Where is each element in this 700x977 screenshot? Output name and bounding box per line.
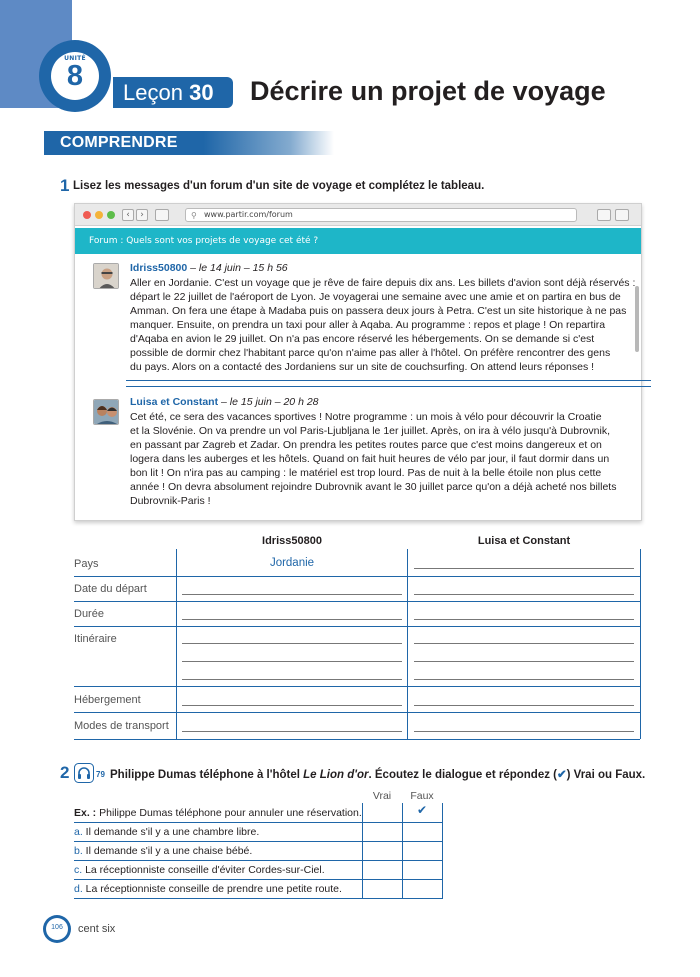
grid-row-line — [74, 898, 442, 899]
answer-blank[interactable] — [182, 679, 402, 680]
question-row — [74, 826, 259, 838]
back-arrow-icon[interactable]: ‹ — [122, 209, 134, 221]
table-row-label: Date du départ — [74, 583, 147, 595]
headphones-icon[interactable] — [74, 763, 94, 783]
answer-cell-true[interactable] — [363, 823, 402, 841]
close-dot-icon[interactable] — [83, 211, 91, 219]
exercise-number: 2 — [60, 763, 70, 782]
exercise-instruction — [110, 767, 645, 781]
answer-blank[interactable] — [414, 679, 634, 680]
avatar-idriss — [93, 263, 119, 289]
unit-label: UNITÉ — [64, 55, 86, 62]
question-row — [74, 864, 325, 876]
answer-blank[interactable] — [182, 619, 402, 620]
section-title: COMPRENDRE — [44, 131, 334, 155]
instruction-part: ) Vrai ou Faux. — [566, 769, 646, 781]
post-text-line: année ! On devra absolument rejoindre Dubrovnik avant le 30 juillet parce qu'on a déjà acheté nos billets — [130, 481, 617, 493]
example-prefix: Ex. : — [74, 807, 97, 819]
question-letter: c. — [74, 864, 83, 876]
table-row-line — [74, 712, 640, 713]
browser-window — [74, 203, 642, 521]
question-letter: a. — [74, 826, 83, 838]
question-row — [74, 883, 342, 895]
answer-blank[interactable] — [182, 661, 402, 662]
question-text: Il demande s'il y a une chaise bébé. — [82, 845, 253, 857]
example-answer: Jordanie — [269, 557, 315, 569]
table-row-line — [74, 739, 640, 740]
maximize-dot-icon[interactable] — [107, 211, 115, 219]
answer-cell-true[interactable] — [363, 861, 402, 879]
table-divider — [640, 549, 641, 739]
answer-blank[interactable] — [414, 661, 634, 662]
grid-divider — [442, 803, 443, 899]
page-number: 106 — [51, 924, 63, 931]
post-text-line: logera dans les auberges et les hôtels. Quand on fait huit heures de vélo par jour, il faut dormir dans un — [130, 453, 610, 465]
col-false-header: Faux — [410, 790, 434, 802]
post-text-line: Amman. On fera une étape à Madaba puis on passera deux jours à Petra. C'est un site historique à ne pas — [130, 305, 627, 317]
table-row-label: Itinéraire — [74, 633, 117, 645]
forum-title-bar: Forum : Quels sont vos projets de voyage cet été ? — [75, 228, 641, 254]
table-row-line — [74, 626, 640, 627]
post-divider — [126, 380, 651, 381]
sidebar-icon[interactable] — [155, 209, 169, 221]
checkmark-icon: ✔ — [557, 769, 567, 781]
post-text-line: Aller en Jordanie. C'est un voyage que je rêve de faire depuis dix ans. Les billets d'avion sont déjà réservés : — [130, 277, 636, 289]
instruction-part: Philippe Dumas téléphone à l'hôtel — [110, 769, 304, 781]
browser-toolbar — [75, 204, 641, 226]
post-author[interactable]: Idriss50800 — [130, 262, 188, 274]
table-divider — [176, 549, 177, 739]
instruction-part: . Écoutez le dialogue et répondez ( — [368, 769, 557, 781]
unit-badge-inner — [51, 52, 99, 100]
page-title: Décrire un projet de voyage — [250, 76, 606, 106]
post-divider — [126, 386, 651, 387]
hotel-name: Le Lion d'or — [303, 769, 369, 781]
answer-blank[interactable] — [182, 705, 402, 706]
lesson-word: Leçon — [123, 80, 183, 105]
answer-blank[interactable] — [182, 643, 402, 644]
post-text-line: et la Slovénie. On va prendre un vol Paris-Ljubljana le 1er juillet. Après, on ira à vélo jusqu'à Dubrovnik, — [130, 425, 611, 437]
answer-cell-false[interactable] — [403, 842, 442, 860]
post-text-line: départ le 22 juillet de l'aéroport de Lyon. Je voyagerai une semaine avec une amie et on partira en bus de — [130, 291, 621, 303]
post-header — [130, 396, 319, 408]
answer-cell-false[interactable] — [403, 823, 442, 841]
url-text: www.partir.com/forum — [204, 210, 293, 219]
track-number: 79 — [96, 770, 105, 779]
post-text-line: bon lit ! On n'ira pas au camping : le matériel est trop lourd. Pas de nuit à la belle étoile non plus cette — [130, 467, 602, 479]
post-date: – le 15 juin – 20 h 28 — [218, 396, 319, 408]
answer-cell-false[interactable] — [403, 861, 442, 879]
answer-blank[interactable] — [414, 705, 634, 706]
example-text: Philippe Dumas téléphone pour annuler une réservation. — [96, 807, 362, 819]
table-row-label: Hébergement — [74, 694, 141, 706]
question-letter: d. — [74, 883, 83, 895]
table-row-label: Durée — [74, 608, 104, 620]
post-text-line: d'Aqaba en avion le 29 juillet. On n'a pas encore réservé les hébergements. On se demande si c'est — [130, 333, 595, 345]
post-author[interactable]: Luisa et Constant — [130, 396, 219, 408]
lesson-number: 30 — [189, 80, 214, 105]
post-text-line: en passant par Zagreb et Zadar. On prendra les petites routes parce que c'est moins dangereux et on — [130, 439, 602, 451]
post-text-line: possible de dormir chez l'habitant parce qu'on n'aime pas aller à l'hôtel. On préfère rencontrer des gens — [130, 347, 611, 359]
minimize-dot-icon[interactable] — [95, 211, 103, 219]
avatar-luisa-constant — [93, 399, 119, 425]
exercise-instruction: Lisez les messages d'un forum d'un site de voyage et complétez le tableau. — [73, 180, 485, 192]
unit-number: 8 — [66, 60, 84, 92]
table-col-header: Luisa et Constant — [477, 535, 571, 547]
answer-cell-true[interactable] — [363, 842, 402, 860]
answer-blank[interactable] — [182, 594, 402, 595]
search-icon: ⚲ — [191, 211, 197, 220]
answer-blank[interactable] — [414, 731, 634, 732]
url-bar[interactable] — [185, 208, 577, 222]
answer-blank[interactable] — [414, 568, 634, 569]
table-divider — [407, 549, 408, 739]
table-row-line — [74, 686, 640, 687]
answer-blank[interactable] — [414, 594, 634, 595]
check-icon: ✔ — [416, 803, 428, 817]
lesson-badge — [113, 77, 233, 108]
table-col-header: Idriss50800 — [262, 535, 322, 547]
table-row-line — [74, 601, 640, 602]
table-row-label: Pays — [74, 558, 99, 570]
col-true-header: Vrai — [372, 790, 392, 802]
forward-arrow-icon[interactable]: › — [136, 209, 148, 221]
table-row-line — [74, 576, 640, 577]
answer-blank[interactable] — [182, 731, 402, 732]
table-row-label: Modes de transport — [74, 720, 169, 732]
post-header — [130, 262, 288, 274]
tabs-icon[interactable] — [615, 209, 629, 221]
post-text-line: du pays. Alors on a contacté des Jordaniens sur un site de couchsurfing. On attend leurs réponses ! — [130, 361, 595, 373]
post-text-line: Cet été, ce sera des vacances sportives ! Notre programme : un mois à vélo pour découvrir la Croatie — [130, 411, 602, 423]
question-text: La réceptionniste conseille d'éviter Cordes-sur-Ciel. — [82, 864, 325, 876]
answer-cell-false[interactable] — [403, 880, 442, 898]
question-text: Il demande s'il y a une chambre libre. — [82, 826, 260, 838]
exercise-number: 1 — [60, 176, 70, 195]
scrollbar-thumb[interactable] — [635, 286, 639, 352]
question-letter: b. — [74, 845, 83, 857]
question-row — [74, 845, 252, 857]
answer-cell-true[interactable] — [363, 880, 402, 898]
post-text-line: Dubrovnik-Paris ! — [130, 495, 211, 507]
answer-blank[interactable] — [414, 643, 634, 644]
post-date: – le 14 juin – 15 h 56 — [187, 262, 288, 274]
page-number-words: cent six — [78, 923, 116, 935]
post-text-line: manquer. Ensuite, on prendra un taxi pour aller à Aqaba. Au programme : repos et plage ! On repartira — [130, 319, 606, 331]
answer-blank[interactable] — [414, 619, 634, 620]
share-icon[interactable] — [597, 209, 611, 221]
example-row — [74, 807, 362, 819]
question-text: La réceptionniste conseille de prendre une petite route. — [82, 883, 342, 895]
